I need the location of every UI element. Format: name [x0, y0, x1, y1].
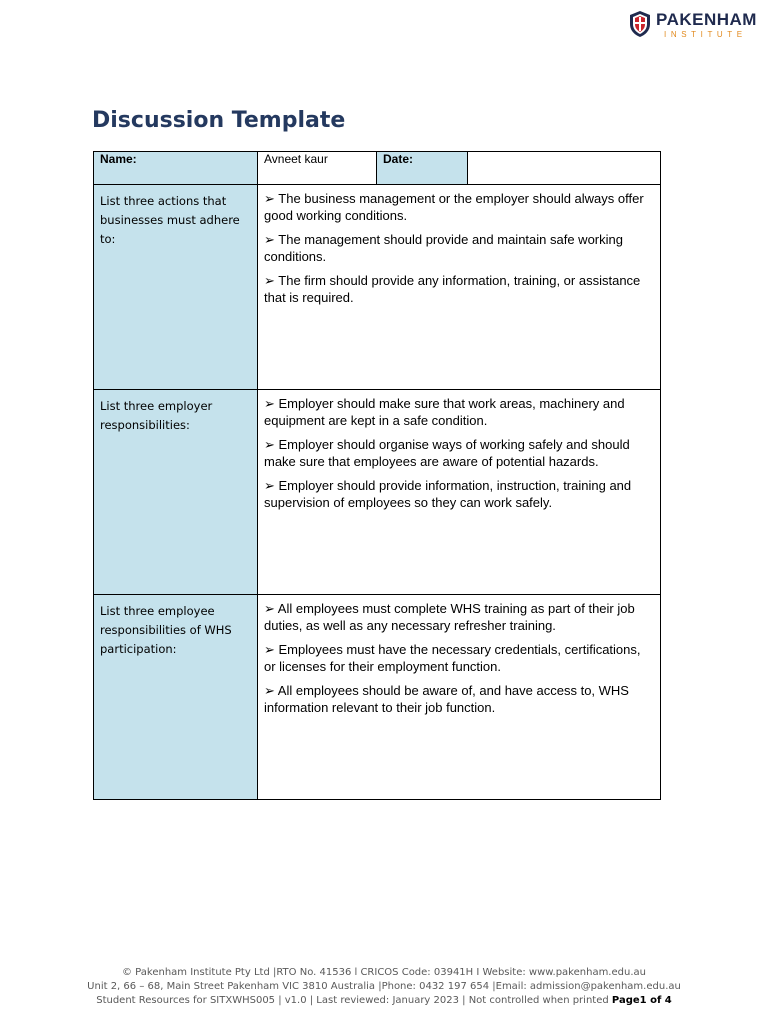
- question-row: [94, 185, 661, 390]
- footer-line-1: © Pakenham Institute Pty Ltd |RTO No. 41536 l CRICOS Code: 03941H I Website: www.pakenham.edu.au: [122, 967, 646, 978]
- footer-line-3: [0, 994, 768, 1008]
- question-label: List three actions that businesses must adhere to:: [100, 194, 240, 246]
- date-label: Date:: [383, 152, 414, 166]
- question-row: [94, 390, 661, 595]
- page-title: Discussion Template: [92, 108, 346, 133]
- answer-item: ➢ The business management or the employer should always offer good working conditions.: [264, 191, 644, 223]
- question-label-cell: [94, 185, 258, 390]
- footer-line-2: Unit 2, 66 – 68, Main Street Pakenham VIC 3810 Australia |Phone: 0432 197 654 |Email: admission@pakenham.edu.au: [87, 981, 681, 992]
- question-row: [94, 595, 661, 800]
- date-label-cell: [377, 152, 468, 185]
- name-label: Name:: [100, 152, 137, 166]
- answer-item: ➢ Employer should make sure that work areas, machinery and equipment are kept in a safe condition.: [264, 396, 625, 428]
- shield-crest-icon: [628, 10, 652, 38]
- question-label: List three employee responsibilities of WHS participation:: [100, 604, 232, 656]
- answer-item: ➢ The firm should provide any information, training, or assistance that is required.: [264, 273, 641, 305]
- answer-item: ➢ Employees must have the necessary credentials, certifications, or licenses for their employment function.: [264, 642, 641, 674]
- question-label-cell: [94, 390, 258, 595]
- logo-name: PAKENHAM: [656, 10, 757, 29]
- page-current: 1: [639, 995, 647, 1006]
- logo-subtitle: INSTITUTE: [664, 30, 747, 39]
- page-of: of: [646, 995, 665, 1006]
- answer-cell[interactable]: [258, 185, 661, 390]
- answer-item: ➢ All employees should be aware of, and have access to, WHS information relevant to their job function.: [264, 683, 629, 715]
- answer-item: ➢ Employer should provide information, instruction, training and supervision of employees so they can work safely.: [264, 478, 632, 510]
- footer-resource-info: Student Resources for SITXWHS005 | v1.0 | Last reviewed: January 2023 | Not controlled when printed: [96, 995, 612, 1006]
- name-value-cell[interactable]: [258, 152, 377, 185]
- page-word: Page: [611, 995, 640, 1006]
- name-label-cell: [94, 152, 258, 185]
- discussion-table: [93, 151, 661, 800]
- answer-cell[interactable]: [258, 595, 661, 800]
- name-value[interactable]: Avneet kaur: [264, 152, 328, 166]
- answer-item: ➢ All employees must complete WHS training as part of their job duties, as well as any necessary refresher training.: [264, 601, 635, 633]
- answer-cell[interactable]: [258, 390, 661, 595]
- institute-logo: [628, 8, 758, 40]
- answer-item: ➢ The management should provide and maintain safe working conditions.: [264, 232, 623, 264]
- answer-item: ➢ Employer should organise ways of working safely and should make sure that employees are aware of potential hazards.: [264, 437, 630, 469]
- question-label: List three employer responsibilities:: [100, 399, 213, 432]
- header-row: [94, 152, 661, 185]
- question-label-cell: [94, 595, 258, 800]
- date-value-cell[interactable]: [468, 152, 661, 185]
- page-total: 4: [664, 995, 672, 1006]
